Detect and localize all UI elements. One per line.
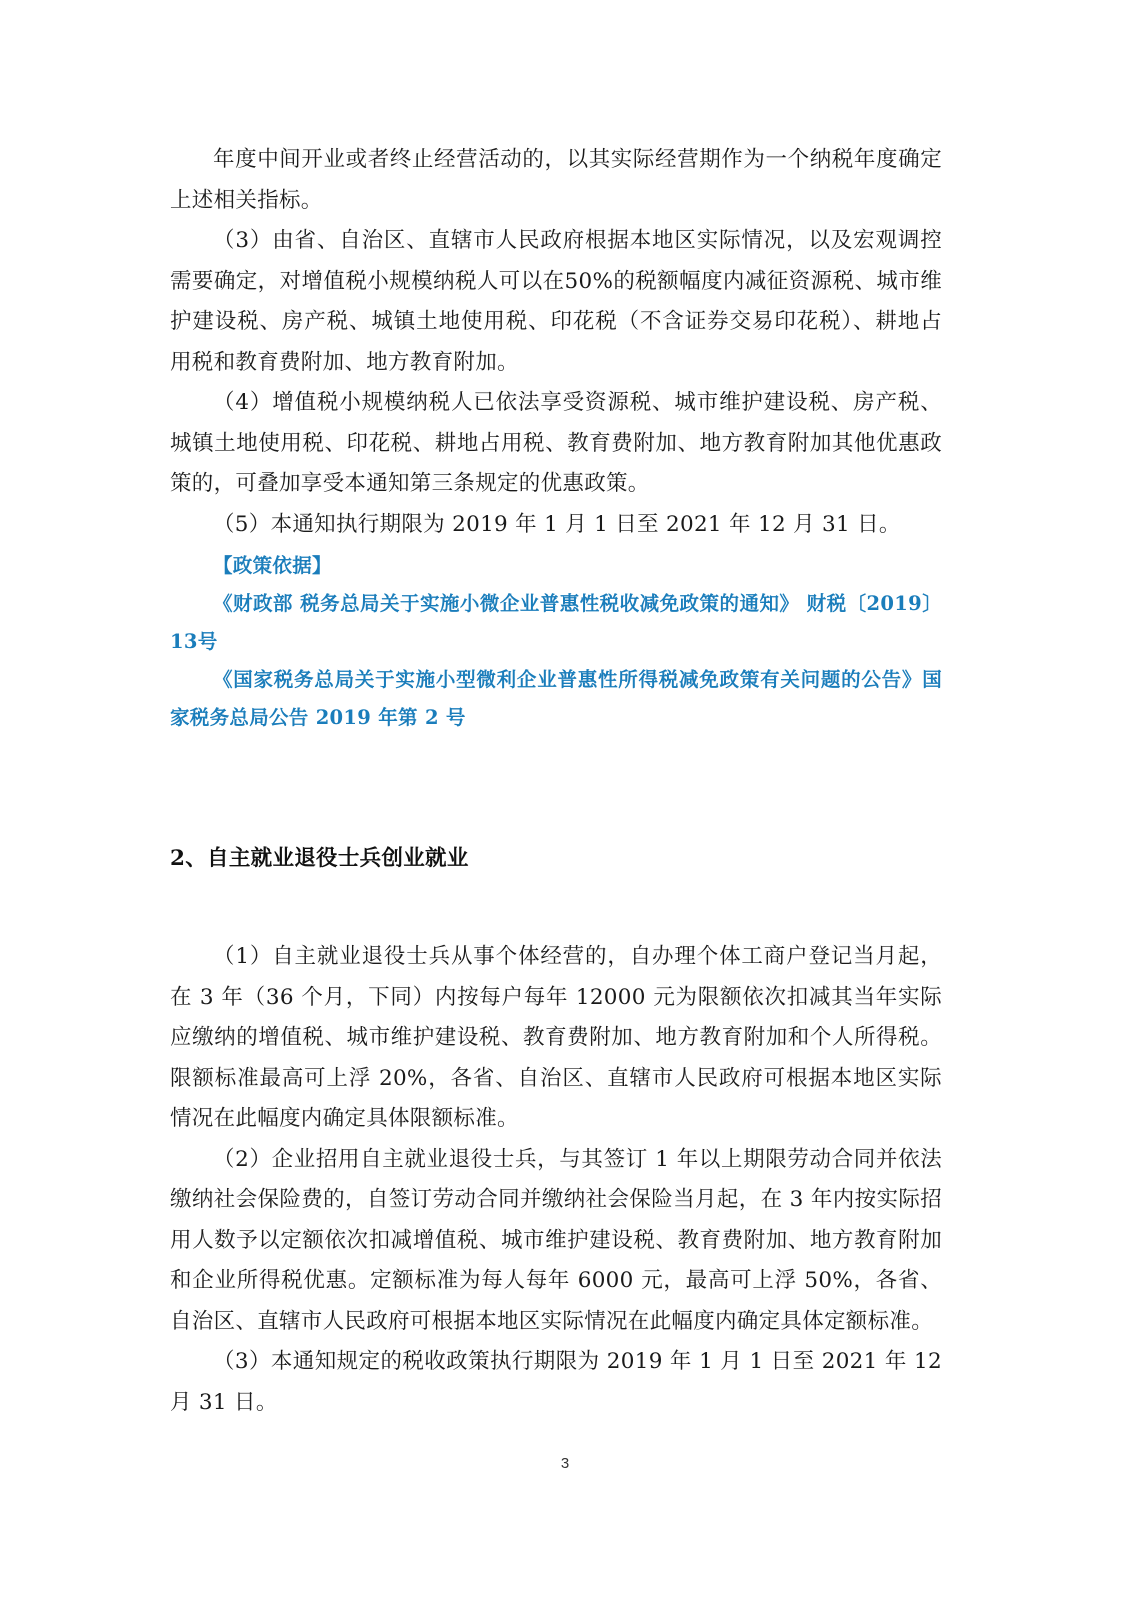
section-paragraph-3: （3）本通知规定的税收政策执行期限为 2019 年 1 月 1 日至 2021 年 12 月 31 日。 [170, 1349, 942, 1415]
page-number: 3 [560, 1455, 570, 1472]
policy-link-caishui[interactable]: 《财政部 税务总局关于实施小微企业普惠性税收减免政策的通知》 财税〔2019〕13号 [170, 592, 942, 653]
policy-link-announcement[interactable]: 《国家税务总局关于实施小型微利企业普惠性所得税减免政策有关问题的公告》国家税务总局公告 2019 年第 2 号 [170, 668, 942, 729]
section-title: 2、自主就业退役士兵创业就业 [170, 846, 469, 871]
policy-basis-heading: 【政策依据】 [213, 554, 332, 577]
paragraph-continuation: 年度中间开业或者终止经营活动的，以其实际经营期作为一个纳税年度确定上述相关指标。 [170, 147, 942, 213]
paragraph-item-3: （3）由省、自治区、直辖市人民政府根据本地区实际情况，以及宏观调控需要确定，对增值税小规模纳税人可以在50%的税额幅度内减征资源税、城市维护建设税、房产税、城镇土地使用税、印花税（不含证券交易印花税）、耕地占用税和教育费附加、地方教育附加。 [170, 228, 942, 375]
paragraph-item-5: （5）本通知执行期限为 2019 年 1 月 1 日至 2021 年 12 月 31 日。 [213, 511, 901, 537]
section-paragraph-2: （2）企业招用自主就业退役士兵，与其签订 1 年以上期限劳动合同并依法缴纳社会保险费的，自签订劳动合同并缴纳社会保险当月起，在 3 年内按实际招用人数予以定额依次扣减增值税、城市维护建设税、教育费附加、地方教育附加和企业所得税优惠。定额标准为每人每年 6000 元，最高可上浮 50%，各省、自治区、直辖市人民政府可根据本地区实际情况在此幅度内确定具体定额标准。 [170, 1146, 942, 1334]
section-body [170, 937, 942, 1423]
page-content [170, 140, 942, 1423]
section-paragraph-1: （1）自主就业退役士兵从事个体经营的，自办理个体工商户登记当月起，在 3 年（36 个月，下同）内按每户每年 12000 元为限额依次扣减其当年实际应缴纳的增值税、城市维护建设税、教育费附加、地方教育附加和个人所得税。限额标准最高可上浮 20%，各省、自治区、直辖市人民政府可根据本地区实际情况在此幅度内确定具体限额标准。 [170, 944, 942, 1131]
paragraph-item-4: （4）增值税小规模纳税人已依法享受资源税、城市维护建设税、房产税、城镇土地使用税、印花税、耕地占用税、教育费附加、地方教育附加其他优惠政策的，可叠加享受本通知第三条规定的优惠政策。 [170, 390, 942, 496]
